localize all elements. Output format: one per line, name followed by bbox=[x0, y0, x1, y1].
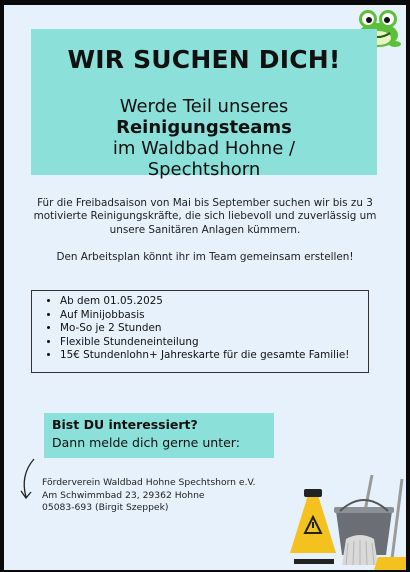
schedule-paragraph: Den Arbeitsplan könnt ihr im Team gemeinsam erstellen! bbox=[56, 251, 354, 263]
contact-address: Am Schwimmbad 23, 29362 Hohne bbox=[42, 489, 205, 501]
cleaning-supplies-icon bbox=[274, 475, 406, 570]
contact-info bbox=[42, 477, 256, 515]
intro-paragraph: Für die Freibadsaison von Mai bis September suchen wir bis zu 3 motivierte Reinigungskräfte, die sich liebevoll und zuverlässig um unsere Sanitären Anlagen kümmern. bbox=[33, 197, 377, 236]
headline-box bbox=[31, 29, 377, 180]
cta-instruction: Dann melde dich gerne unter: bbox=[52, 435, 240, 450]
subheadline-line4: Spechtshorn bbox=[147, 159, 261, 180]
list-item: • Ab dem 01.05.2025 bbox=[60, 295, 368, 309]
poster bbox=[4, 5, 406, 570]
benefits-list bbox=[32, 291, 368, 363]
subheadline bbox=[31, 96, 377, 180]
list-item: • 15€ Stundenlohn+ Jahreskarte für die gesamte Familie! bbox=[60, 349, 368, 363]
cta-box bbox=[44, 413, 274, 458]
subheadline-line1: Werde Teil unseres bbox=[119, 96, 289, 117]
headline: WIR SUCHEN DICH! bbox=[67, 45, 341, 74]
list-item: • Auf Minijobbasis bbox=[60, 309, 368, 323]
list-item: • Mo-So je 2 Stunden bbox=[60, 322, 368, 336]
subheadline-line2: Reinigungsteams bbox=[116, 117, 292, 138]
contact-phone: 05083-693 (Birgit Szeppek) bbox=[42, 502, 169, 513]
benefits-box bbox=[31, 290, 369, 373]
contact-organization: Förderverein Waldbad Hohne Spechtshorn e.V. bbox=[42, 477, 256, 488]
list-item: • Flexible Stundeneinteilung bbox=[60, 336, 368, 350]
cta-question: Bist DU interessiert? bbox=[52, 417, 198, 432]
subheadline-line3: im Waldbad Hohne / bbox=[112, 138, 296, 159]
